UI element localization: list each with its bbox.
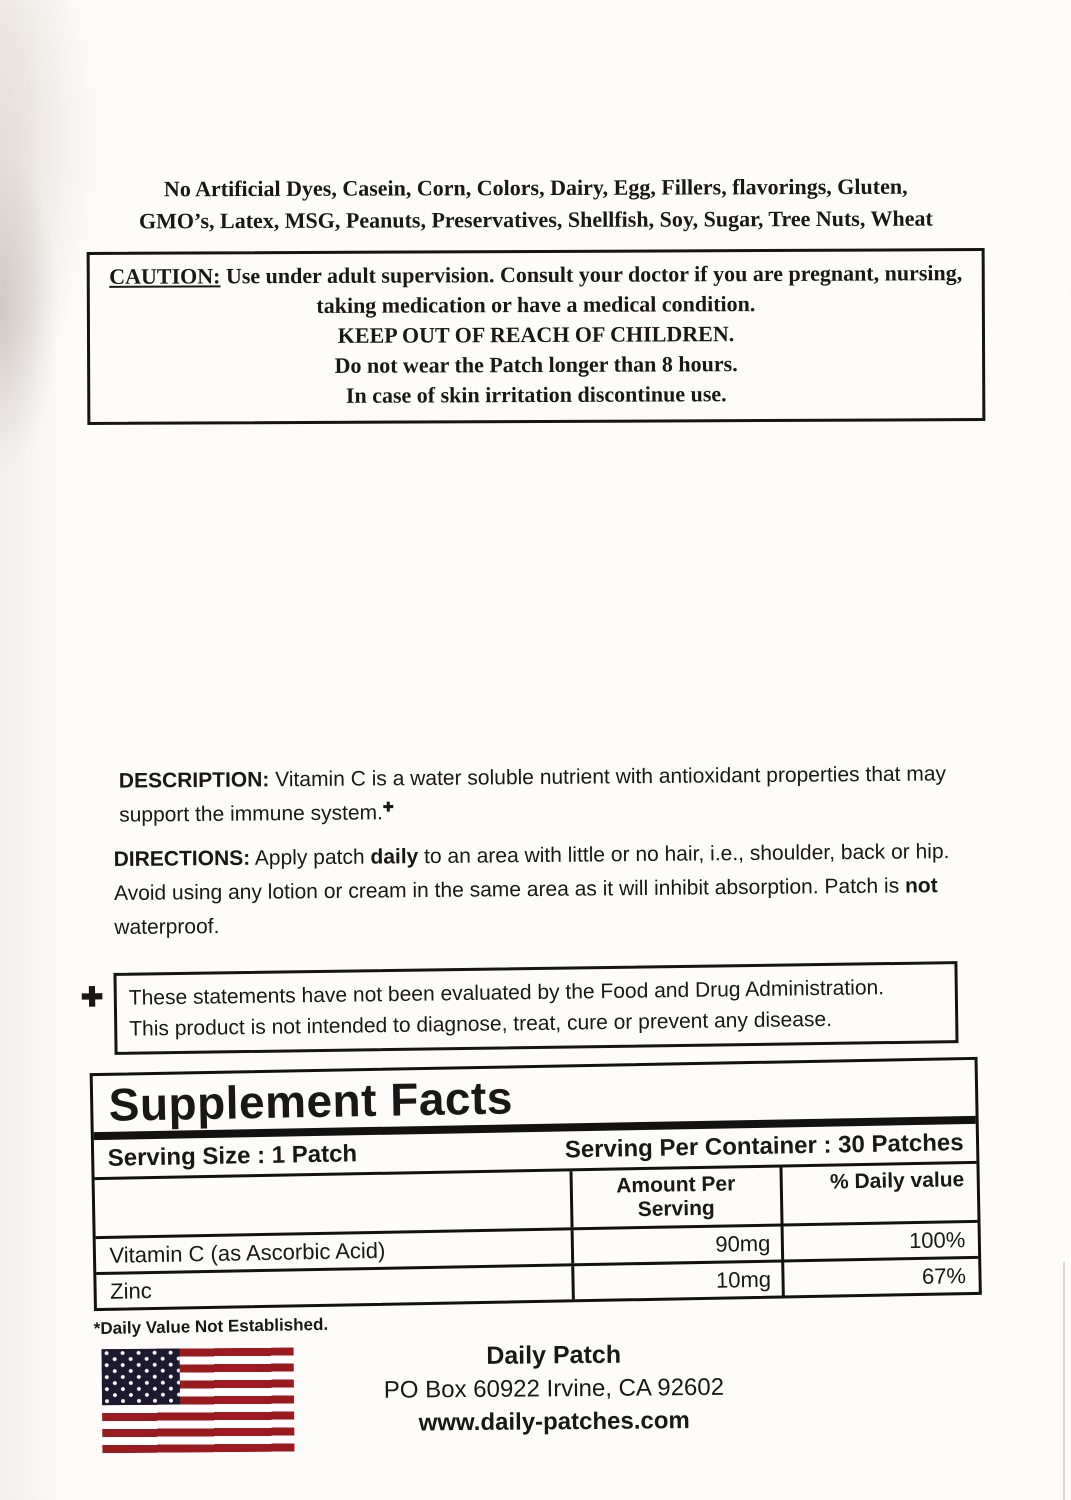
nutrient-name: Vitamin C (as Ascorbic Acid)	[95, 1230, 574, 1272]
supplement-facts-wrap	[0, 1055, 1071, 1341]
allergen-free-statement	[0, 0, 1071, 238]
caution-box	[86, 248, 985, 425]
directions-text: Apply patch	[249, 845, 371, 870]
allergen-line: No Artificial Dyes, Casein, Corn, Colors, Dairy, Egg, Fillers, flavorings, Gluten,	[163, 173, 908, 202]
nutrient-daily-value: 67%	[921, 1263, 967, 1289]
caution-line: In case of skin irritation discontinue use.	[345, 381, 727, 408]
directions-bold-word: daily	[369, 845, 418, 869]
directions-text: to an area with little or no hair, i.e., shoulder, back or hip. Avoid using any lotion or cream in the same area as it will inhibit absorption. Patch is	[113, 840, 950, 906]
daily-value-column-header: % Daily value	[829, 1168, 965, 1194]
nutrient-daily-value: 100%	[908, 1227, 966, 1254]
allergen-line: GMO’s, Latex, MSG, Peanuts, Preservatives, Shellfish, Soy, Sugar, Tree Nuts, Wheat	[138, 205, 933, 234]
company-info	[336, 1337, 773, 1451]
caution-label: CAUTION:	[108, 263, 220, 289]
amount-column-header: Amount Per Serving	[572, 1167, 783, 1227]
us-flag-canton	[102, 1349, 180, 1406]
nutrient-name: Zinc	[96, 1266, 575, 1308]
caution-line: Do not wear the Patch longer than 8 hours.	[333, 351, 738, 378]
nutrient-amount: 90mg	[573, 1226, 784, 1263]
footer	[102, 1341, 1071, 1453]
serving-per-container: Serving Per Container : 30 Patches	[564, 1129, 964, 1164]
footnote-plus-icon: ✚	[80, 982, 104, 1013]
fda-disclaimer-box	[113, 961, 958, 1055]
directions-section	[113, 835, 958, 945]
supplement-facts-title: Supplement Facts	[108, 1071, 514, 1131]
caution-text: Use under adult supervision. Consult your doctor if you are pregnant, nursing, taking medication or have a medical condition.	[219, 260, 962, 318]
us-flag-icon	[102, 1348, 295, 1454]
company-name: Daily Patch	[486, 1340, 622, 1370]
disclaimer-line: This product is not intended to diagnose, treat, cure or prevent any disease.	[128, 1007, 832, 1041]
description-text: Vitamin C is a water soluble nutrient with antioxidant properties that may support the immune system.	[118, 762, 946, 827]
daily-value-footnote: *Daily Value Not Established.	[93, 1314, 329, 1339]
directions-text: waterproof.	[113, 915, 220, 940]
disclaimer-line: These statements have not been evaluated by the Food and Drug Administration.	[128, 976, 884, 1010]
directions-label: DIRECTIONS:	[113, 846, 250, 872]
supplement-facts-panel	[89, 1057, 981, 1311]
footnote-plus-icon: ✚	[382, 799, 394, 815]
caution-sentence	[97, 258, 973, 322]
serving-size: Serving Size : 1 Patch	[107, 1140, 358, 1172]
description-section	[118, 757, 953, 832]
nutrient-amount: 10mg	[574, 1262, 785, 1299]
fda-disclaimer	[80, 961, 958, 1055]
company-address: PO Box 60922 Irvine, CA 92602	[383, 1373, 725, 1404]
caution-line: KEEP OUT OF REACH OF CHILDREN.	[337, 321, 734, 348]
description-label: DESCRIPTION:	[118, 768, 269, 793]
nutrient-column-header	[94, 1171, 573, 1236]
directions-bold-word: not	[904, 874, 938, 898]
company-website: www.daily-patches.com	[418, 1407, 690, 1437]
